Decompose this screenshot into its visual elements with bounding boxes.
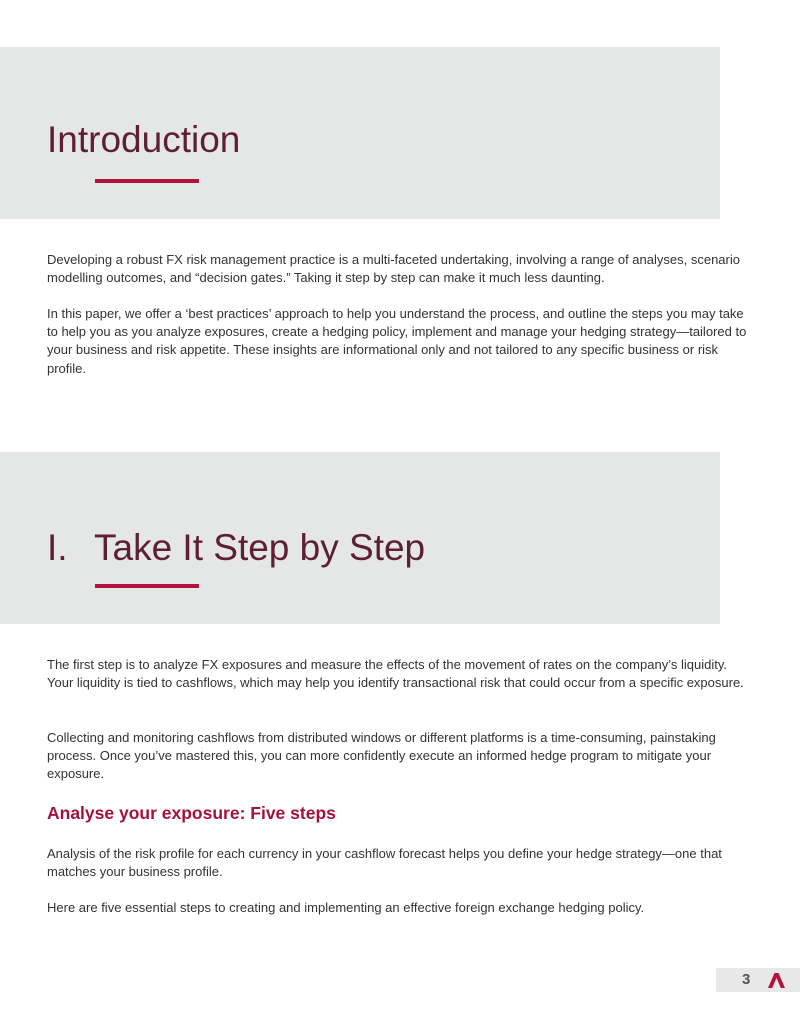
subsection-paragraph-1 (47, 845, 755, 881)
section-1-number: I. (47, 527, 68, 568)
section-1-heading (47, 529, 425, 566)
heading-accent-rule (95, 179, 199, 183)
page-footer (716, 968, 800, 992)
introduction-banner (0, 47, 720, 219)
section-1-paragraph-1 (47, 656, 755, 692)
introduction-paragraph-1 (47, 251, 755, 287)
introduction-paragraph-1-text: Developing a robust FX risk management practice is a multi-faceted undertaking, involving a range of analyses, scenario modelling outcomes, and “decision gates.” Taking it step by step can make it much less daunting. (47, 252, 740, 286)
heading-accent-rule (95, 584, 199, 588)
section-1-paragraph-1-text: The first step is to analyze FX exposures and measure the effects of the movement of rates on the company’s liquidity. Your liquidity is tied to cashflows, which may help you identify transactional risk that could occur from a specific exposure. (47, 657, 744, 691)
introduction-paragraph-2 (47, 305, 755, 378)
section-1-paragraph-2-text: Collecting and monitoring cashflows from distributed windows or different platforms is a time-consuming, painstaking process. Once you’ve mastered this, you can more confidently execute an informed hedge program to mitigate your exposure. (47, 730, 716, 782)
subsection-paragraph-1-text: Analysis of the risk profile for each currency in your cashflow forecast helps you define your hedge strategy—one that matches your business profile. (47, 846, 722, 880)
section-1-title: Take It Step by Step (94, 527, 426, 568)
subsection-heading: Analyse your exposure: Five steps (47, 803, 336, 823)
introduction-heading: Introduction (47, 119, 241, 160)
chevron-logo-icon (768, 973, 785, 988)
page-number: 3 (742, 971, 751, 988)
subsection-paragraph-2-text: Here are five essential steps to creating and implementing an effective foreign exchange hedging policy. (47, 900, 645, 915)
subsection-paragraph-2 (47, 899, 755, 917)
section-1-paragraph-2 (47, 729, 755, 784)
introduction-paragraph-2-text: In this paper, we offer a ‘best practices’ approach to help you understand the process, and outline the steps you may take to help you as you analyze exposures, create a hedging policy, implement and manage your hedging strategy—tailored to your business and risk appetite. These insights are informational only and not tailored to any specific business or risk profile. (47, 306, 747, 376)
section-1-banner (0, 452, 720, 624)
